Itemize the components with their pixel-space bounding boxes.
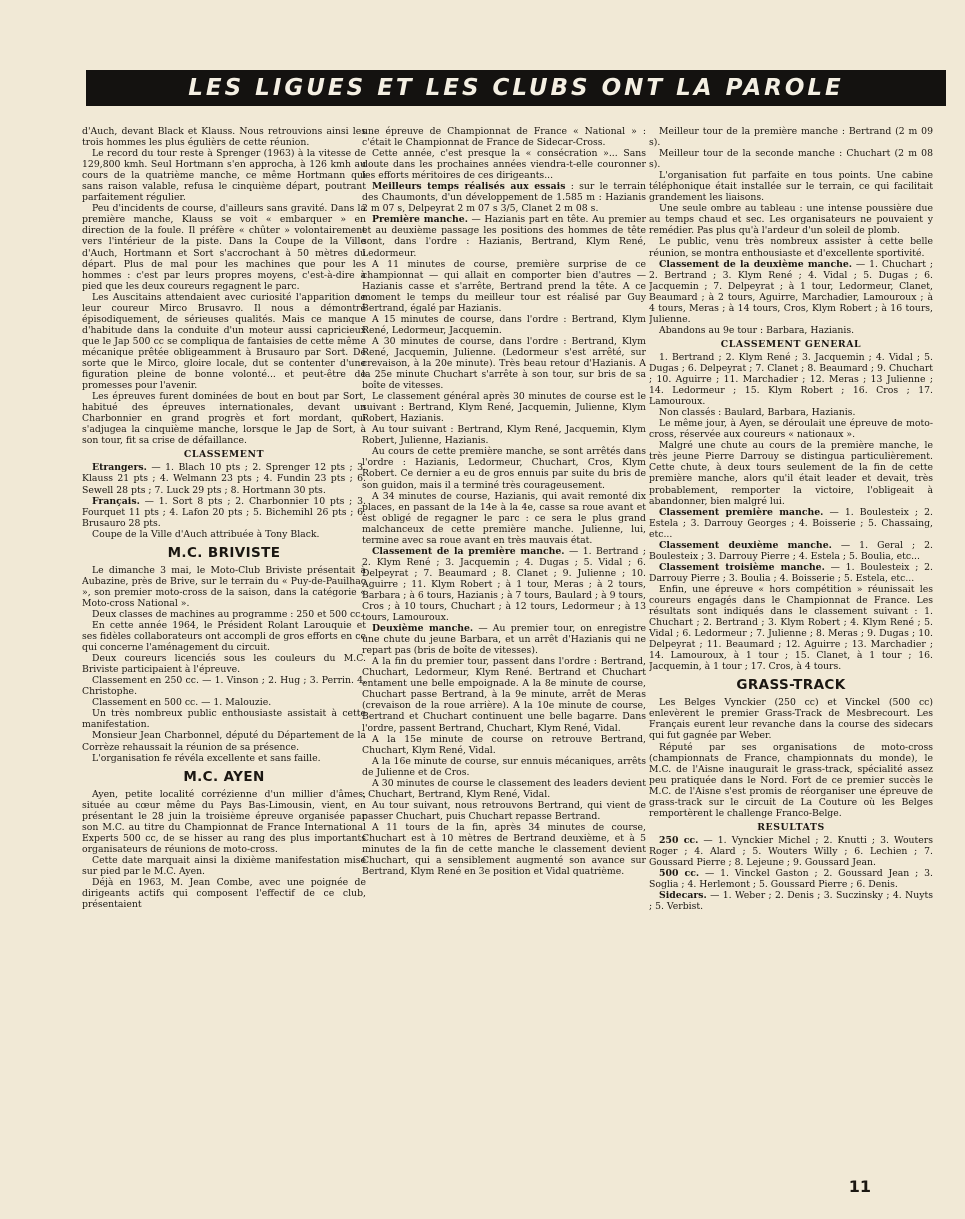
paragraph: Monsieur Jean Charbonnel, député du Département de la Corrèze rehaussait la réunion de sa présence. xyxy=(82,730,366,753)
paragraph: A 30 minutes de course le classement des leaders devient : Chuchart, Bertrand, Klym René, Vidal. xyxy=(362,777,646,800)
paragraph xyxy=(362,214,646,258)
paragraph: Une seule ombre au tableau : une intense poussière due au temps chaud et sec. Les organisateurs ne pouvaient y remédier. Pas plus qu'à l'ardeur d'un soleil de plomb. xyxy=(649,203,933,237)
francais-label: Français. xyxy=(92,495,140,507)
paragraph: Au tour suivant : Bertrand, Klym René, Jacquemin, Klym Robert, Julienne, Hazianis. xyxy=(362,424,646,447)
bold-label: Classement première manche. xyxy=(659,506,824,518)
paragraph-text: — 1. Vynckier Michel ; 2. Knutti ; 3. Wouters Roger ; 4. Alard ; 5. Wouters Willy ; 6. Lechien ; 7. Goussard Pierre ; 8. Lejeune ; 9. Goussard Jean. xyxy=(649,834,933,868)
column-3 xyxy=(649,126,933,1146)
paragraph: Le record du tour reste à Sprenger (1963) à la vitesse de 129,800 kmh. Seul Hortmann s'en approcha, à 126 kmh au cours de la quatrième manche, ce même Hortmann qui sans raison valable, refusa le cinquième départ, poutrant parfaitement régulier. xyxy=(82,148,366,204)
paragraph: A 11 minutes de course, première surprise de ce championnat — qui allait en comporter bien d'autres — Hazianis casse et s'arrête, Bertrand prend la tête. A ce moment le temps du meilleur tour est réalisé par Guy Bertrand, égalé par Hazianis. xyxy=(362,258,646,314)
paragraph: L'organisation fe révéla excellente et sans faille. xyxy=(92,752,321,764)
classement-title: CLASSEMENT xyxy=(183,449,265,461)
paragraph xyxy=(649,868,933,890)
bold-label: Classement deuxième manche. xyxy=(659,539,832,551)
paragraph-text: — 1. Weber ; 2. Denis ; 3. Suczinsky ; 4. Nuyts ; 5. Verbist. xyxy=(649,890,933,913)
paragraph: A la 16e minute de course, sur ennuis mécaniques, arrêts de Julienne et de Cros. xyxy=(362,755,646,778)
paragraph: Malgré une chute au cours de la première manche, le très jeune Pierre Darrouy se distingua particulièrement. Cette chute, à deux tours seulement de la fin de cette première manche, alors qu'il était leader et devait, très probablement, remporter la victoire, l'obligeait à abandonner, bien malgré lui. xyxy=(649,440,933,507)
paragraph: En cette année 1964, le Président Rolant Larouquie et ses fidèles collaborateurs ont accompli de gros efforts en ce qui concerne l'aménagement du circuit. xyxy=(82,620,366,654)
paragraph: Au tour suivant, nous retrouvons Bertrand, qui vient de passer Chuchart, puis Chuchart repasse Bertrand. xyxy=(362,799,646,822)
paragraph-text: — 1. Chuchart ; 2. Bertrand ; 3. Klym René ; 4. Vidal ; 5. Dugas ; 6. Jacquemin ; 7. Delpeyrat ; à 1 tour, Ledormeur, Clanet, Beaumard ; à 2 tours, Aguirre, Marchadier, Lamouroux ; à 4 tours, Meras ; à 14 tours, Cros, Klym Robert ; à 16 tours, Julienne. xyxy=(649,258,933,325)
paragraph: une épreuve de Championnat de France « National » : c'était le Championnat de France de Sidecar-Cross. xyxy=(362,126,646,149)
column-1 xyxy=(82,126,366,1191)
paragraph-text: — 1. Boulesteix ; 2. Darrouy Pierre ; 3. Boulia ; 4. Boisserie ; 5. Estela, etc... xyxy=(649,561,933,584)
section-banner: LES LIGUES ET LES CLUBS ONT LA PAROLE xyxy=(86,70,946,106)
paragraph: A 30 minutes de course, dans l'ordre : Bertrand, Klym René, Jacquemin, Julienne. (Ledormeur s'est arrêté, sur crevaison, à la 20e minute). Très beau retour d'Hazianis. A la 25e minute Chuchart s'arrête à son tour, sur bris de sa boîte de vitesses. xyxy=(362,335,646,392)
paragraph xyxy=(649,890,933,912)
bold-label: Classement de la première manche. xyxy=(372,545,565,557)
bold-label: Deuxième manche. xyxy=(372,623,474,635)
paragraph xyxy=(649,259,933,325)
paragraph-text: — 1. Vinckel Gaston ; 2. Goussard Jean ; 3. Soglia ; 4. Herlemont ; 5. Goussard Pierre ; 6. Denis. xyxy=(649,868,933,891)
paragraph: Non classés : Baulard, Barbara, Hazianis. xyxy=(659,407,856,419)
paragraph-text: — 1. Bertrand ; 2. Klym René ; 3. Jacquemin ; 4. Dugas ; 5. Vidal ; 6. Delpeyrat ; 7. Beaumard ; 8. Clanet ; 9. Julienne ; 10. Aguirre ; 11. Klym Robert ; à 1 tour, Meras ; à 2 tours, Barbara ; à 6 tours, Hazianis ; à 7 tours, Baulard ; à 9 tours, Cros ; à 10 tours, Chuchart ; à 12 tours, Ledormeur ; à 13 tours, Lamouroux. xyxy=(362,545,646,624)
bold-label: Première manche. xyxy=(372,214,468,226)
paragraph: Peu d'incidents de course, d'ailleurs sans gravité. Dans la première manche, Klauss se voit « embarquer » en direction de la foule. Il préfère « chûter » volontairement vers l'intérieur de la piste. Dans la Coupe de la Ville d'Auch, Hortmann et Sort s'accrochant à 50 mètres du départ. Plus de mal pour les machines que pour les hommes : c'est par leurs propres moyens, c'est-à-dire à pied que les deux coureurs regagnent le parc. xyxy=(82,203,366,292)
paragraph xyxy=(362,623,646,656)
paragraph: Déjà en 1963, M. Jean Combe, avec une poignée de dirigeants actifs qui composent l'effectif de ce club, présentaient xyxy=(82,877,366,911)
bold-label: Classement de la deuxième manche. xyxy=(659,258,853,270)
paragraph: Les épreuves furent dominées de bout en bout par Sort, habitué des épreuves internationales, devant un Charbonnier en grand progrès et fort mordant, qui s'adjugea la cinquième manche, lorsque le Jap de Sort, à son tour, fit sa crise de défaillance. xyxy=(82,391,366,447)
bold-label: Classement troisième manche. xyxy=(659,561,825,573)
bold-label: Sidecars. xyxy=(659,890,707,902)
paragraph xyxy=(649,540,933,562)
paragraph: L'organisation fut parfaite en tous points. Une cabine téléphonique était installée sur le terrain, ce qui facilitait grandement les liaisons. xyxy=(649,170,933,204)
paragraph: Le dimanche 3 mai, le Moto-Club Briviste présentait à Aubazine, près de Brive, sur le terrain du « Puy-de-Pauilhac », son premier moto-cross de la saison, dans la catégorie « Moto-cross National ». xyxy=(82,564,366,609)
paragraph: Les Auscitains attendaient avec curiosité l'apparition de leur coureur Mirco Brusavro. Il nous a démontré épisodiquement, de sérieuses qualités. Mais ce manque d'habitude dans la conduite d'un moteur aussi capricieux que le Jap 500 cc se compliqua de fantaisies de cette même mécanique prêtée obligeamment à Brusauro par Sort. De sorte que le Mirco, gloire locale, dut se contenter d'une figuration pleine de bonne volonté... et peut-être de promesses pour l'avenir. xyxy=(82,291,366,392)
paragraph-text: — Hazianis part en tête. Au premier et au deuxième passage les positions des hommes de tête sont, dans l'ordre : Hazianis, Bertrand, Klym René, Ledormeur. xyxy=(362,214,646,259)
paragraph: A 15 minutes de course, dans l'ordre : Bertrand, Klym René, Ledormeur, Jacquemin. xyxy=(362,313,646,336)
paragraph: Abandons au 9e tour : Barbara, Hazianis. xyxy=(659,324,855,336)
bold-label: 500 cc. xyxy=(659,868,700,880)
paragraph: Ayen, petite localité corrézienne d'un millier d'âmes, située au cœur même du Pays Bas-Limousin, vient, en présentant le 28 juin la troisième épreuve organisée par son M.C. au titre du Championnat de France International Experts 500 cc, de se hisser au rang des plus importants organisateurs de réunions de moto-cross. xyxy=(82,788,366,855)
column-2 xyxy=(362,126,646,1191)
paragraph: Classement en 500 cc. — 1. Malouzie. xyxy=(92,697,272,709)
heading-grass-track: GRASS-TRACK xyxy=(736,677,846,694)
heading-mc-ayen: M.C. AYEN xyxy=(183,768,265,785)
paragraph-text: : sur le terrain des Chaumonts, d'un développement de 1.585 m : Hazianis 2 m 07 s, Delpeyrat 2 m 07 s 3/5, Clanet 2 m 08 s. xyxy=(362,181,646,215)
paragraph: Les Belges Vynckier (250 cc) et Vinckel (500 cc) enlevèrent le premier Grass-Track de Mesbrecourt. Les Français eurent leur revanche dans la course des sidecars qui fut gagnée par Weber. xyxy=(649,697,933,742)
paragraph: Cette année, c'est presque la « consécration »... Sans doute dans les prochaines années viendra-t-elle couronner les efforts méritoires de ces dirigeants... xyxy=(362,148,646,182)
paragraph xyxy=(649,562,933,584)
paragraph: Réputé par ses organisations de moto-cross (championnats de France, championnats du monde), le M.C. de l'Aisne inaugurait le grass-track, spécialité assez peu pratiquée dans le Nord. Fort de ce premier succès le M.C. de l'Aisne s'est promis de réorganiser une épreuve de grass-track sur le circuit de La Couture où les Belges remportèrent le challenge Franco-Belge. xyxy=(649,741,933,819)
paragraph: Enfin, une épreuve « hors compétition » réunissait les coureurs engagés dans le Championnat de France. Les résultats sont indiqués dans le classement suivant : 1. Chuchart ; 2. Bertrand ; 3. Klym Robert ; 4. Klym René ; 5. Vidal ; 6. Ledormeur ; 7. Julienne ; 8. Meras ; 9. Dugas ; 10. Delpeyrat ; 11. Beaumard ; 12. Aguirre ; 13. Marchadier ; 14. Lamouroux, à 1 tour ; 15. Clanet, à 1 tour ; 16. Jacquemin, à 1 tour ; 17. Cros, à 4 tours. xyxy=(649,583,933,673)
paragraph: Un très nombreux public enthousiaste assistait à cette manifestation. xyxy=(82,708,366,731)
etrangers-label: Etrangers. xyxy=(92,462,147,474)
paragraph: Deux classes de machines au programme : 250 et 500 cc. xyxy=(92,608,364,620)
paragraph: Le classement général après 30 minutes de course est le suivant : Bertrand, Klym René, Jacquemin, Julienne, Klym Robert, Hazianis. xyxy=(362,391,646,425)
paragraph: Meilleur tour de la première manche : Bertrand (2 m 09 s). xyxy=(649,126,933,149)
resultats-title: RESULTATS xyxy=(757,821,825,833)
paragraph-text: — 1. Boulesteix ; 2. Estela ; 3. Darrouy Georges ; 4. Boisserie ; 5. Chassaing, etc... xyxy=(649,506,933,540)
paragraph xyxy=(362,546,646,623)
page-number: 11 xyxy=(848,1177,871,1196)
classement-general-title: CLASSEMENT GENERAL xyxy=(720,338,862,350)
etrangers-text: — 1. Blach 10 pts ; 2. Sprenger 12 pts ; 3. Klauss 21 pts ; 4. Welmann 23 pts ; 4. Fundin 23 pts ; 6. Sewell 28 pts ; 7. Luck 29 pts ; 8. Hortmann 30 pts. xyxy=(82,462,366,496)
paragraph: Cette date marquait ainsi la dixième manifestation mise sur pied par le M.C. Ayen. xyxy=(82,854,366,877)
etrangers-results xyxy=(82,462,366,495)
paragraph: A la fin du premier tour, passent dans l'ordre : Bertrand, Chuchart, Ledormeur, Klym René. Bertrand et Chuchart entament une belle empoignade. A la 8e minute de course, Chuchart passe Bertrand, à la 9e minute, arrêt de Meras (crevaison de la roue arrière). A la 10e minute de course, Bertrand et Chuchart continuent une belle bagarre. Dans l'ordre, passent Bertrand, Chuchart, Klym René, Vidal. xyxy=(362,656,646,734)
paragraph: A la 15e minute de course on retrouve Bertrand, Chuchart, Klym René, Vidal. xyxy=(362,733,646,756)
paragraph xyxy=(649,835,933,868)
paragraph-text: — 1. Geral ; 2. Boulesteix ; 3. Darrouy Pierre ; 4. Estela ; 5. Boulia, etc... xyxy=(649,539,933,562)
paragraph: A 11 tours de la fin, après 34 minutes de course, Chuchart est à 10 mètres de Bertrand deuxième, et à 5 minutes de la fin de cette manche le classement devient Chuchart, qui a sensiblement augmenté son avance sur Bertrand, Klym René en 3e position et Vidal quatrième. xyxy=(362,821,646,878)
paragraph: Le même jour, à Ayen, se déroulait une épreuve de moto-cross, réservée aux coureurs « nationaux ». xyxy=(649,418,933,441)
francais-text: — 1. Sort 8 pts ; 2. Charbonnier 10 pts ; 3. Fourquet 11 pts ; 4. Lafon 20 pts ; 5. Bichemihl 26 pts ; 6. Brusauro 28 pts. xyxy=(82,495,366,529)
heading-mc-briviste: M.C. BRIVISTE xyxy=(167,544,281,561)
paragraph: Classement en 250 cc. — 1. Vinson ; 2. Hug ; 3. Perrin. 4. Christophe. xyxy=(82,675,366,698)
paragraph: d'Auch, devant Black et Klauss. Nous retrouvions ainsi les trois hommes les plus égulièrs de cette réunion. xyxy=(82,126,366,149)
paragraph: Deux coureurs licenciés sous les couleurs du M.C. Briviste participaient à l'épreuve. xyxy=(82,653,366,676)
paragraph: Meilleur tour de la seconde manche : Chuchart (2 m 08 s). xyxy=(649,148,933,171)
paragraph xyxy=(362,181,646,214)
paragraph: Coupe de la Ville d'Auch attribuée à Tony Black. xyxy=(92,528,320,540)
paragraph: A 34 minutes de course, Hazianis, qui avait remonté dix places, en passant de la 14e à la 4e, casse sa roue avant et est obligé de regagner le parc : ce sera le plus grand malchanceux de cette première manche. Julienne, lui, termine avec sa roue avant en très mauvais état. xyxy=(362,490,646,546)
paragraph xyxy=(649,507,933,540)
paragraph: 1. Bertrand ; 2. Klym René ; 3. Jacquemin ; 4. Vidal ; 5. Dugas ; 6. Delpeyrat ; 7. Clanet ; 8. Beaumard ; 9. Chuchart ; 10. Aguirre ; 11. Marchadier ; 12. Meras ; 13 Julienne ; 14. Ledormeur ; 15. Klym Robert ; 16. Cros ; 17. Lamouroux. xyxy=(649,351,933,408)
paragraph: Au cours de cette première manche, se sont arrêtés dans l'ordre : Hazianis, Ledormeur, Chuchart, Cros, Klym Robert. Ce dernier a eu de gros ennuis par suite du bris de son guidon, mais il a terminé très courageusement. xyxy=(362,446,646,491)
paragraph: Le public, venu très nombreux assister à cette belle réunion, se montra enthousiaste et d'excellente sportivité. xyxy=(649,236,933,259)
bold-label: 250 cc. xyxy=(659,834,699,846)
francais-results xyxy=(82,496,366,529)
paragraph-text: — Au premier tour, on enregistre une chute du jeune Barbara, et un arrêt d'Hazianis qui ne repart pas (bris de boîte de vitesses). xyxy=(362,623,646,657)
bold-label: Meilleurs temps réalisés aux essais xyxy=(372,181,566,193)
